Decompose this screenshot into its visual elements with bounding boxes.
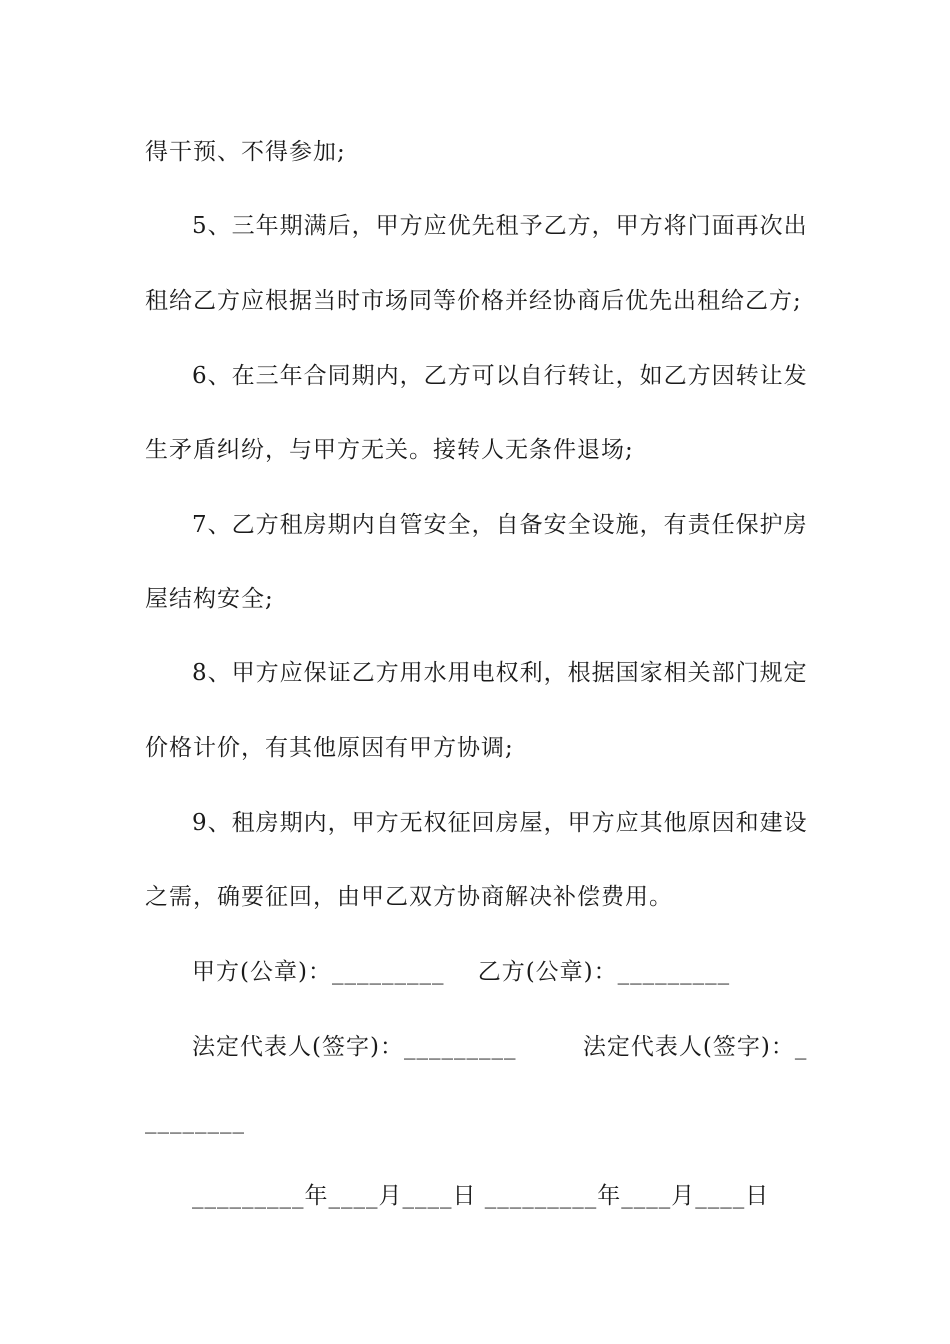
legal-rep-signature-line: 法定代表人(签字)：_________ 法定代表人(签字)：_: [192, 1034, 808, 1060]
date-line: _________年____月____日 _________年____月____日: [192, 1183, 770, 1209]
clause-7-line-2: 屋结构安全;: [145, 586, 274, 612]
clause-6-line-1: 6、在三年合同期内，乙方可以自行转让，如乙方因转让发: [192, 363, 808, 389]
paragraph-4-continuation: 得干预、不得参加;: [145, 139, 346, 165]
clause-8-line-1: 8、甲方应保证乙方用水用电权利，根据国家相关部门规定: [192, 660, 808, 686]
clause-9-line-1: 9、租房期内，甲方无权征回房屋，甲方应其他原因和建设: [192, 810, 808, 836]
clause-9-line-2: 之需，确要征回，由甲乙双方协商解决补偿费用。: [145, 884, 673, 910]
party-seal-line: 甲方(公章)：_________ 乙方(公章)：_________: [192, 959, 731, 985]
clause-5-line-2: 租给乙方应根据当时市场同等价格并经协商后优先出租给乙方;: [145, 288, 802, 314]
clause-5-line-1: 5、三年期满后，甲方应优先租予乙方，甲方将门面再次出: [192, 213, 808, 239]
clause-7-line-1: 7、乙方租房期内自管安全，自备安全设施，有责任保护房: [192, 512, 808, 538]
legal-rep-signature-wrap: ________: [145, 1108, 245, 1134]
clause-6-line-2: 生矛盾纠纷，与甲方无关。接转人无条件退场;: [145, 437, 634, 463]
clause-8-line-2: 价格计价，有其他原因有甲方协调;: [145, 735, 514, 761]
